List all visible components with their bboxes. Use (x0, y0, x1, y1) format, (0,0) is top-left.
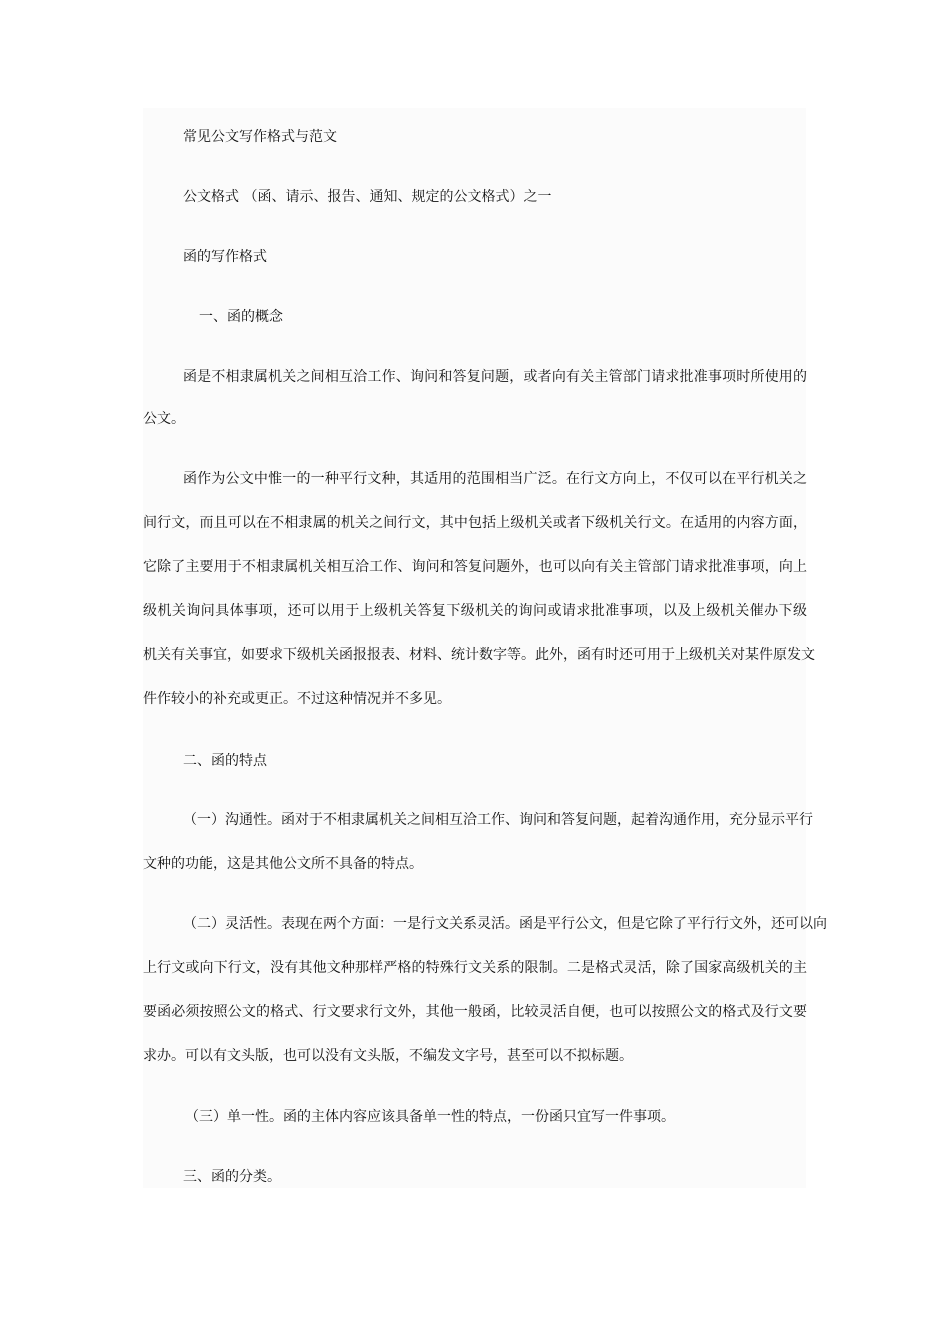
section-heading: 函的写作格式 (183, 249, 267, 265)
paragraph-line: （一）沟通性。函对于不相隶属机关之间相互洽工作、询问和答复问题，起着沟通作用，充分显示平行 (183, 812, 813, 828)
paragraph-line: （三）单一性。函的主体内容应该具备单一性的特点，一份函只宜写一件事项。 (185, 1109, 675, 1125)
paragraph-line: 它除了主要用于不相隶属机关相互洽工作、询问和答复问题外，也可以向有关主管部门请求批准事项，向上 (143, 559, 807, 575)
paragraph-line: 函作为公文中惟一的一种平行文种，其适用的范围相当广泛。在行文方向上，不仅可以在平行机关之 (183, 471, 807, 487)
heading-classification: 三、函的分类。 (183, 1169, 281, 1185)
heading-concept: 一、函的概念 (199, 309, 283, 325)
paragraph-line: 要函必须按照公文的格式、行文要求行文外，其他一般函，比较灵活自便，也可以按照公文的格式及行文要 (143, 1004, 807, 1020)
document-subtitle: 公文格式 （函、请示、报告、通知、规定的公文格式）之一 (183, 189, 552, 205)
paragraph-line: 文种的功能，这是其他公文所不具备的特点。 (143, 856, 423, 872)
paragraph-line: 机关有关事宜，如要求下级机关函报报表、材料、统计数字等。此外，函有时还可用于上级机关对某件原发文 (143, 647, 815, 663)
paragraph-line: 函是不相隶属机关之间相互洽工作、询问和答复问题，或者向有关主管部门请求批准事项时所使用的 (183, 369, 807, 385)
paragraph-line: 上行文或向下行文，没有其他文种那样严格的特殊行文关系的限制。二是格式灵活，除了国家高级机关的主 (143, 960, 807, 976)
paragraph-line: 求办。可以有文头版，也可以没有文头版，不编发文字号，甚至可以不拟标题。 (143, 1048, 633, 1064)
paragraph-line: （二）灵活性。表现在两个方面：一是行文关系灵活。函是平行公文，但是它除了平行行文外，还可以向 (183, 916, 827, 932)
heading-features: 二、函的特点 (183, 753, 267, 769)
paragraph-line: 级机关询问具体事项，还可以用于上级机关答复下级机关的询问或请求批准事项，以及上级机关催办下级 (143, 603, 807, 619)
paragraph-line: 件作较小的补充或更正。不过这种情况并不多见。 (143, 691, 451, 707)
document-title: 常见公文写作格式与范文 (183, 129, 337, 145)
paragraph-line: 公文。 (143, 411, 185, 427)
paragraph-line: 间行文，而且可以在不相隶属的机关之间行文，其中包括上级机关或者下级机关行文。在适用的内容方面， (143, 515, 807, 531)
